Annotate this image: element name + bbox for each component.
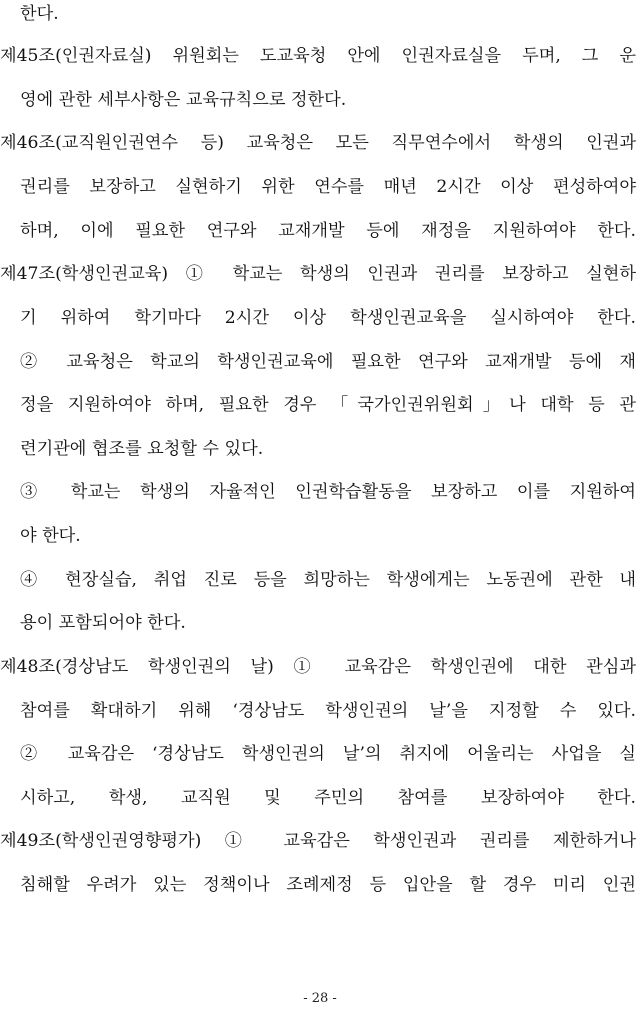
text-line-13: 야 한다. [20, 526, 81, 546]
page-number: - 28 - [303, 991, 337, 1006]
text-line-21: 침해할 우려가 있는 정책이나 조례제정 등 입안을 할 경우 미리 인권 [20, 875, 636, 895]
text-line-14: ④ 현장실습, 취업 진로 등을 희망하는 학생에게는 노동권에 관한 내 [20, 570, 636, 590]
text-line-18: ② 교육감은 ‘경상남도 학생인권의 날’의 취지에 어울리는 사업을 실 [20, 744, 636, 764]
text-line-2: 제45조(인권자료실) 위원회는 도교육청 안에 인권자료실을 두며, 그 운 [0, 46, 636, 66]
text-line-11: 련기관에 협조를 요청할 수 있다. [20, 439, 264, 459]
text-line-19: 시하고, 학생, 교직원 및 주민의 참여를 보장하여야 한다. [20, 788, 636, 808]
text-line-8: 기 위하여 학기마다 2시간 이상 학생인권교육을 실시하여야 한다. [20, 308, 636, 328]
text-line-4: 제46조(교직원인권연수 등) 교육청은 모든 직무연수에서 학생의 인권과 [0, 133, 636, 153]
text-line-17: 참여를 확대하기 위해 ‘경상남도 학생인권의 날’을 지정할 수 있다. [20, 701, 636, 721]
text-line-9: ② 교육청은 학교의 학생인권교육에 필요한 연구와 교재개발 등에 재 [20, 352, 636, 372]
text-line-12: ③ 학교는 학생의 자율적인 인권학습활동을 보장하고 이를 지원하여 [20, 482, 636, 502]
text-line-5: 권리를 보장하고 실현하기 위한 연수를 매년 2시간 이상 편성하여야 [20, 177, 636, 197]
text-line-1: 한다. [20, 4, 59, 24]
text-line-10: 정을 지원하여야 하며, 필요한 경우 「국가인권위원회」나 대학 등 관 [20, 395, 636, 415]
text-line-7: 제47조(학생인권교육) ① 학교는 학생의 인권과 권리를 보장하고 실현하 [0, 264, 636, 284]
text-line-3: 영에 관한 세부사항은 교육규칙으로 정한다. [20, 90, 347, 110]
text-line-20: 제49조(학생인권영향평가) ① 교육감은 학생인권과 권리를 제한하거나 [0, 831, 636, 851]
text-line-6: 하며, 이에 필요한 연구와 교재개발 등에 재정을 지원하여야 한다. [20, 221, 636, 241]
text-line-15: 용이 포함되어야 한다. [20, 613, 186, 633]
text-line-16: 제48조(경상남도 학생인권의 날) ① 교육감은 학생인권에 대한 관심과 [0, 657, 636, 677]
